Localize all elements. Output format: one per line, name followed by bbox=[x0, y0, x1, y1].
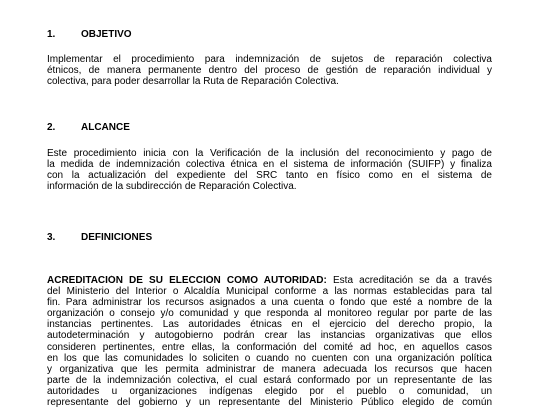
text-line: Implementar el procedimiento para indemnización de sujetos de reparación colectiva bbox=[47, 54, 492, 65]
section-number: 3. bbox=[47, 232, 56, 243]
text-line: instancias pertinentes. Las autoridades étnicas en el ejercicio del derecho propio, la bbox=[47, 319, 492, 331]
section-title: OBJETIVO bbox=[81, 29, 132, 40]
section-number: 1. bbox=[47, 29, 56, 40]
definition-text: Esta acreditación se da a través bbox=[326, 275, 492, 286]
section-heading-objetivo bbox=[47, 29, 132, 41]
text-line: Este procedimiento inicia con la Verificación de la inclusión del reconocimiento y pago de bbox=[47, 148, 492, 159]
text-line: y organizativa que les permita administrar de manera adecuada los recursos que hacen bbox=[47, 363, 492, 375]
text-line: autodeterminación y autogobierno podrán crear las instancias organizativas que ellos bbox=[47, 330, 492, 342]
text-line: con la actualización del expediente del SRC tanto en físico como en el sistema de bbox=[47, 170, 492, 182]
definicion-acreditacion-paragraph bbox=[47, 275, 492, 408]
text-line: consideren pertinentes, entre ellas, la conformación del comité ad hoc, en aquellos casos bbox=[47, 341, 492, 353]
text-line: étnicos, de manera permanente dentro del proceso de gestión de reparación individual y bbox=[47, 65, 492, 77]
text-line: autoridades u organizaciones indígenas elegido por el pueblo o comunidad, un bbox=[47, 385, 492, 397]
text-line: la medida de indemnización colectiva étnica en el sistema de información (SUIFP) y finaliza bbox=[47, 159, 492, 171]
definition-first-line bbox=[47, 275, 492, 286]
objetivo-paragraph bbox=[47, 54, 492, 87]
alcance-paragraph bbox=[47, 148, 492, 192]
text-line: representante del gobierno y un representante del Ministerio Público elegido de común bbox=[47, 397, 492, 409]
section-number: 2. bbox=[47, 122, 56, 133]
text-line: en los que las comunidades lo soliciten o cuando no cuenten con una organización política bbox=[47, 352, 492, 364]
text-line: parte de la indemnización colectiva, el cual estará conformado por un representante de las bbox=[47, 374, 492, 386]
section-heading-definiciones bbox=[47, 232, 152, 244]
text-line: organización o consejo y/o comunidad y que responda al monitoreo regular por parte de las bbox=[47, 308, 492, 320]
text-line: colectiva, para poder desarrollar la Ruta de Reparación Colectiva. bbox=[47, 76, 339, 88]
section-heading-alcance bbox=[47, 122, 130, 134]
definition-term: ACREDITACIÓN DE SU ELECCIÓN COMO AUTORIDAD: bbox=[47, 275, 327, 286]
text-line: información de la subdirección de Reparación Colectiva. bbox=[47, 181, 297, 193]
section-title: DEFINICIONES bbox=[81, 232, 153, 243]
text-line: fin. Para administrar los recursos asignados a una cuenta o fondo que esté a nombre de la bbox=[47, 297, 492, 309]
section-title: ALCANCE bbox=[81, 122, 130, 133]
text-line: del Ministerio del Interior o Alcaldía Municipal conforme a las normas establecidas para tal bbox=[47, 286, 492, 298]
